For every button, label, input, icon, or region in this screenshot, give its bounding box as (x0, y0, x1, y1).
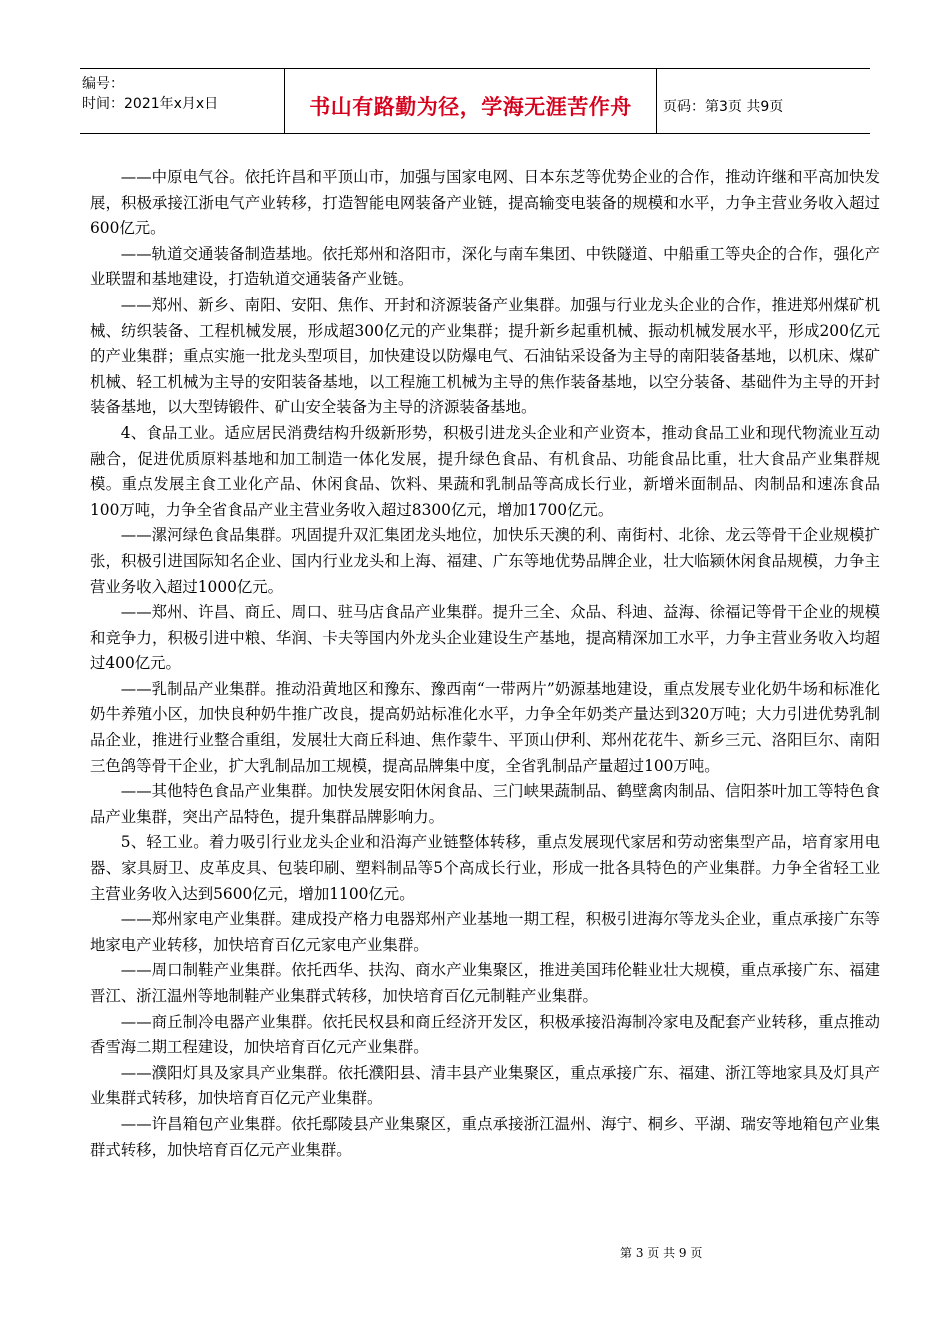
paragraph: ——郑州家电产业集群。建成投产格力电器郑州产业基地一期工程，积极引进海尔等龙头企业，重点承接广东等地家电产业转移，加快培育百亿元家电产业集群。 (90, 910, 880, 954)
page-header (80, 68, 870, 134)
document-body (90, 165, 880, 1163)
document-number-label: 编号： (82, 76, 124, 92)
header-page-info: 页码：第3页 共9页 (663, 99, 784, 115)
paragraph: 4、食品工业。适应居民消费结构升级新形势，积极引进龙头企业和产业资本，推动食品工业和现代物流业互动融合，促进优质原料基地和加工制造一体化发展，提升绿色食品、有机食品、功能食品比重，壮大食品产业集群规模。重点发展主食工业化产品、休闲食品、饮料、果蔬和乳制品等高成长行业，新增米面制品、肉制品和速冻食品100万吨，力争全省食品产业主营业务收入超过8300亿元，增加1700亿元。 (90, 423, 880, 519)
paragraph: ——其他特色食品产业集群。加快发展安阳休闲食品、三门峡果蔬制品、鹤壁禽肉制品、信阳茶叶加工等特色食品产业集群，突出产品特色，提升集群品牌影响力。 (90, 782, 880, 826)
paragraph: ——郑州、许昌、商丘、周口、驻马店食品产业集群。提升三全、众品、科迪、益海、徐福记等骨干企业的规模和竞争力，积极引进中粮、华润、卡夫等国内外龙头企业建设生产基地，提高精深加工水平，力争主营业务收入均超过400亿元。 (90, 603, 880, 673)
paragraph: ——周口制鞋产业集群。依托西华、扶沟、商水产业集聚区，推进美国玮伦鞋业壮大规模，重点承接广东、福建晋江、浙江温州等地制鞋产业集群式转移，加快培育百亿元制鞋产业集群。 (90, 961, 880, 1005)
paragraph: ——中原电气谷。依托许昌和平顶山市，加强与国家电网、日本东芝等优势企业的合作，推动许继和平高加快发展，积极承接江浙电气产业转移，打造智能电网装备产业链，提高输变电装备的规模和水平，力争主营业务收入超过600亿元。 (90, 168, 880, 238)
paragraph: ——乳制品产业集群。推动沿黄地区和豫东、豫西南“一带两片”奶源基地建设，重点发展专业化奶牛场和标准化奶牛养殖小区，加快良种奶牛推广改良，提高奶站标准化水平，力争全年奶类产量达到320万吨；大力引进优势乳制品企业，推进行业整合重组，发展壮大商丘科迪、焦作蒙牛、平顶山伊利、郑州花花牛、新乡三元、洛阳巨尔、南阳三色鸽等骨干企业，扩大乳制品加工规模，提高品牌集中度，全省乳制品产量超过100万吨。 (90, 679, 880, 775)
paragraph: ——商丘制冷电器产业集群。依托民权县和商丘经济开发区，积极承接沿海制冷家电及配套产业转移，重点推动香雪海二期工程建设，加快培育百亿元产业集群。 (90, 1012, 880, 1057)
page-footer: 第 3 页 共 9 页 (620, 1246, 703, 1260)
paragraph: ——轨道交通装备制造基地。依托郑州和洛阳市，深化与南车集团、中铁隧道、中船重工等央企的合作，强化产业联盟和基地建设，打造轨道交通装备产业链。 (90, 244, 880, 289)
paragraph: ——濮阳灯具及家具产业集群。依托濮阳县、清丰县产业集聚区，重点承接广东、福建、浙江等地家具及灯具产业集群式转移，加快培育百亿元产业集群。 (90, 1063, 880, 1108)
paragraph: ——郑州、新乡、南阳、安阳、焦作、开封和济源装备产业集群。加强与行业龙头企业的合作，推进郑州煤矿机械、纺织装备、工程机械发展，形成超300亿元的产业集群；提升新乡起重机械、振动机械发展水平，形成200亿元的产业集群；重点实施一批龙头型项目，加快建设以防爆电气、石油钻采设备为主导的南阳装备基地，以机床、煤矿机械、轻工机械为主导的安阳装备基地，以工程施工机械为主导的焦作装备基地，以空分装备、基础件为主导的开封装备基地，以大型铸锻件、矿山安全装备为主导的济源装备基地。 (90, 295, 880, 417)
paragraph: ——漯河绿色食品集群。巩固提升双汇集团龙头地位，加快乐天澳的利、南街村、北徐、龙云等骨干企业规模扩张，积极引进国际知名企业、国内行业龙头和上海、福建、广东等地优势品牌企业，壮大临颍休闲食品规模，力争主营业务收入超过1000亿元。 (90, 526, 880, 596)
header-motto-cell (285, 69, 657, 133)
document-time-label: 时间：2021年x月x日 (82, 96, 219, 112)
paragraph: ——许昌箱包产业集群。依托鄢陵县产业集聚区，重点承接浙江温州、海宁、桐乡、平湖、瑞安等地箱包产业集群式转移，加快培育百亿元产业集群。 (90, 1114, 880, 1159)
header-meta (80, 69, 285, 133)
paragraph: 5、轻工业。着力吸引行业龙头企业和沿海产业链整体转移，重点发展现代家居和劳动密集型产品，培育家用电器、家具厨卫、皮革皮具、包装印刷、塑料制品等5个高成长行业，形成一批各具特色的产业集群。力争全省轻工业主营业务收入达到5600亿元，增加1100亿元。 (90, 833, 880, 903)
header-motto: 书山有路勤为径，学海无涯苦作舟 (309, 95, 632, 119)
